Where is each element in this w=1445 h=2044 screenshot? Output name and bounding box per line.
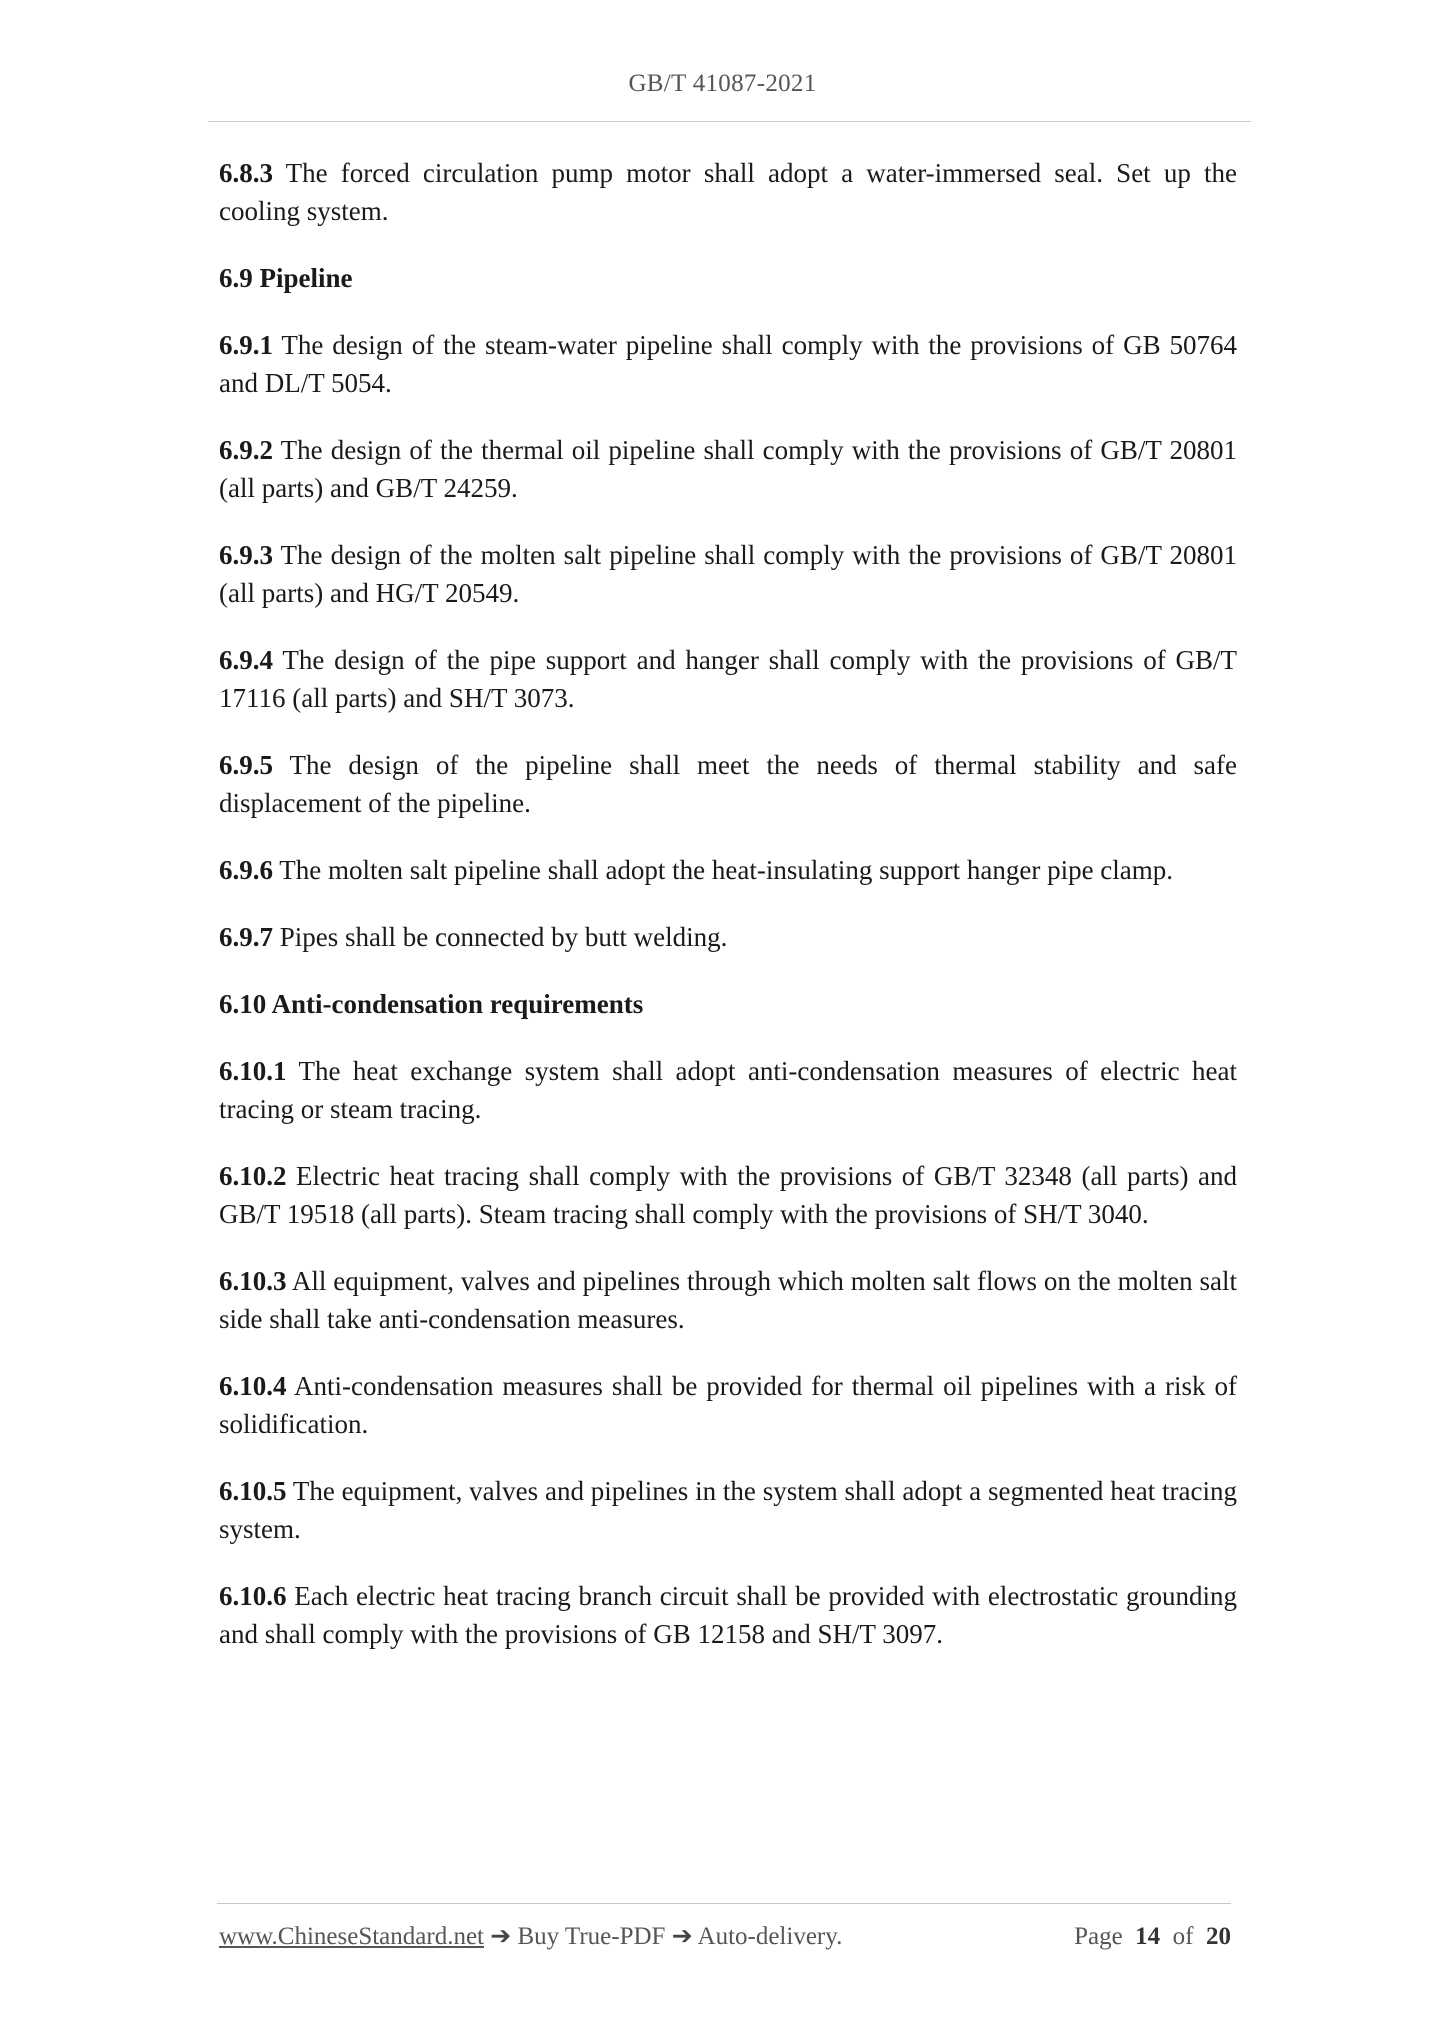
clause-text: Electric heat tracing shall comply with the provisions of GB/T 32348 (all parts) and GB/T 19518 (all parts). Steam tracing shall comply with the provisions of SH/T 3040.	[219, 1161, 1237, 1229]
clause-number: 6.9.6	[219, 855, 273, 885]
clause-6-9-5	[219, 746, 1237, 822]
page-of: of	[1172, 1923, 1194, 1950]
page-footer	[219, 1921, 1231, 1951]
clause-text: The molten salt pipeline shall adopt the heat-insulating support hanger pipe clamp.	[273, 855, 1174, 885]
clause-text: All equipment, valves and pipelines through which molten salt flows on the molten salt side shall take anti-condensation measures.	[219, 1266, 1237, 1334]
clause-6-10-5	[219, 1472, 1237, 1548]
clause-6-9-6	[219, 851, 1237, 889]
clause-text: The design of the pipeline shall meet the needs of thermal stability and safe displacement of the pipeline.	[219, 750, 1237, 818]
clause-number: 6.9.7	[219, 922, 273, 952]
clause-6-10-2	[219, 1157, 1237, 1233]
clause-text: The design of the thermal oil pipeline shall comply with the provisions of GB/T 20801 (all parts) and GB/T 24259.	[219, 435, 1237, 503]
clause-number: 6.9.4	[219, 645, 273, 675]
clause-6-9-3	[219, 536, 1237, 612]
page-label: Page	[1074, 1923, 1123, 1950]
clause-text: The design of the pipe support and hanger shall comply with the provisions of GB/T 17116 (all parts) and SH/T 3073.	[219, 645, 1237, 713]
arrow-right-icon: ➔	[671, 1923, 693, 1950]
buy-text: Buy True-PDF	[511, 1923, 672, 1950]
clause-number: 6.10.4	[219, 1371, 287, 1401]
section-heading-6-9: 6.9 Pipeline	[219, 263, 353, 293]
clause-number: 6.10.3	[219, 1266, 287, 1296]
clause-text: The design of the steam-water pipeline shall comply with the provisions of GB 50764 and DL/T 5054.	[219, 330, 1237, 398]
clause-text: Anti-condensation measures shall be provided for thermal oil pipelines with a risk of solidification.	[219, 1371, 1237, 1439]
clause-6-10-6	[219, 1577, 1237, 1653]
clause-number: 6.9.2	[219, 435, 273, 465]
clause-6-10-4	[219, 1367, 1237, 1443]
clause-6-10-1	[219, 1052, 1237, 1128]
clause-number: 6.9.3	[219, 540, 273, 570]
clause-6-8-3	[219, 154, 1237, 230]
running-header: GB/T 41087-2021	[628, 70, 817, 97]
clause-text: The equipment, valves and pipelines in the system shall adopt a segmented heat tracing system.	[219, 1476, 1237, 1544]
header-divider	[208, 121, 1251, 122]
clause-6-9-1	[219, 326, 1237, 402]
website-link[interactable]: www.ChineseStandard.net	[219, 1923, 484, 1950]
clause-number: 6.10.1	[219, 1056, 287, 1086]
arrow-right-icon: ➔	[490, 1923, 512, 1950]
clause-6-9-7	[219, 918, 1237, 956]
clause-6-9-2	[219, 431, 1237, 507]
clause-6-9-4	[219, 641, 1237, 717]
footer-promo	[219, 1921, 842, 1951]
clause-number: 6.9.1	[219, 330, 273, 360]
clause-6-10-3	[219, 1262, 1237, 1338]
document-body	[219, 154, 1237, 1682]
footer-divider	[217, 1903, 1231, 1904]
clause-number: 6.8.3	[219, 158, 273, 188]
clause-text: The heat exchange system shall adopt anti-condensation measures of electric heat tracing or steam tracing.	[219, 1056, 1237, 1124]
clause-text: Pipes shall be connected by butt welding.	[273, 922, 728, 952]
page-current: 14	[1135, 1923, 1161, 1950]
clause-number: 6.9.5	[219, 750, 273, 780]
page-indicator	[1074, 1923, 1231, 1951]
clause-text: Each electric heat tracing branch circuit shall be provided with electrostatic grounding and shall comply with the provisions of GB 12158 and SH/T 3097.	[219, 1581, 1237, 1649]
delivery-text: Auto-delivery.	[692, 1923, 843, 1950]
clause-text: The forced circulation pump motor shall adopt a water-immersed seal. Set up the cooling system.	[219, 158, 1237, 226]
page-total: 20	[1206, 1923, 1231, 1950]
clause-number: 6.10.6	[219, 1581, 287, 1611]
clause-text: The design of the molten salt pipeline shall comply with the provisions of GB/T 20801 (all parts) and HG/T 20549.	[219, 540, 1237, 608]
clause-number: 6.10.2	[219, 1161, 287, 1191]
section-heading-6-10: 6.10 Anti-condensation requirements	[219, 989, 644, 1019]
clause-number: 6.10.5	[219, 1476, 287, 1506]
